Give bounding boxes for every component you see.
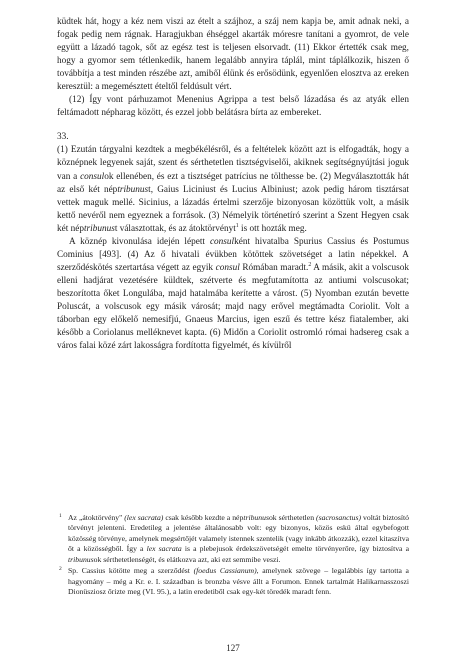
footnote-1: 1 Az „átoktörvény" (lex sacrata) csak később kezdte a néptribunusok sérthetetlen (sacrosanctus) voltát biztosító törvényt jelenteni. Eredetileg a jelentése általánosabb volt: egy bizonyos, közös eskü által egybefogott közösség törvénye, amelynek megsértőjét valamely istennek szentelik (vagy inkább átkozzák), ezzel kitaszítva őt a közösségből. Így a lex sacrata is a plebejusok érdekszövetségét emelte törvényerőre, így biztosítva a tribunusok sérthetetlenségét, és elátkozva azt, aki ezt semmibe veszi. — [59, 513, 409, 564]
section-gap — [57, 120, 409, 131]
footnotes — [57, 513, 409, 599]
footnote-marker: 2 — [59, 566, 62, 573]
main-text — [57, 16, 409, 353]
paragraph-continuation: küdtek hát, hogy a kéz nem viszi az ételt a szájhoz, a száj nem kapja be, amit adnak neki, a fogak pedig nem rágnak. Haragjukban éhséggel akarták móresre tanítani a gyomrot, de vele együtt a lázadó tagok, sőt az egész test is teljesen elsorvadt. (11) Ekkor értették csak meg, hogy a gyomor sem tétlenkedik, hanem legalább annyira táplál, mint táplálkozik, hiszen ő továbbítja a test minden részébe azt, amiből élünk és erősödünk, egyenlően elosztva az ereken keresztül: a megemésztett ételtől feldúsult vért. — [57, 17, 409, 93]
paragraph-menenius: (12) Így vont párhuzamot Menenius Agrippa a test belső lázadása és az atyák ellen feltámadott népharag között, és ezzel jobb belátásra bírta az embereket. — [57, 95, 409, 119]
footnote-ref-2[interactable]: 2 — [308, 261, 312, 268]
paragraph-tribunes: (1) Ezután tárgyalni kezdtek a megbékélésről, és a feltételek között azt is elfogadták, hogy a köznépnek legyenek saját, szent és sérthetetlen tisztségviselői, akiknek segítségnyújtási joguk van a consulok ellenében, és ezt a tisztséget patrícius ne tölthesse be. (2) Megválasztották hát az első két néptribunust, Gaius Liciniust és Lucius Albiniust; azok pedig három tisztársat vettek maguk mellé. Sicinius, a lázadás értelmi szerzője bizonyosan közöttük volt, a másik kettő nevéről nem egyeznek a források. (3) Némelyik történetíró szerint a Szent Hegyen csak két néptribunust választottak, és az átoktörvényt$^1$ is ott hozták meg. — [57, 145, 409, 234]
paragraph-consuls: A köznép kivonulása idején lépett consulként hivatalba Spurius Cassius és Postumus Cominius [493]. (4) Az ő hivatali évükben kötöttek szövetséget a latin népekkel. A szerződéskötés szertartása végett az egyik consul Rómában maradt.$^2$ A másik, akit a volscusok elleni hadjárat vezetésére küldtek, szétverte és megfutamította az antiumi volscusokat; beszorította őket Longulába, majd hatalmába kerítette a várost. (5) Nyomban ezután bevette Poluscát, a volscusok egy másik városát; majd nagy erővel megtámadta Coriolit. Volt a táborban egy előkelő nemesifjú, Gnaeus Marcius, igen eszű és tettre kész fiatalember, aki később a Coriolanus melléknevet kapta. (6) Midőn a Coriolit ostromló római hadsereg csak a város falai közé zárt lakosságra fordította figyelmét, és kívülről — [57, 236, 410, 352]
footnote-2: 2 Sp. Cassius kötötte meg a szerződést (foedus Cassianum), amelynek szövege – legalábbis így tartotta a hagyomány – még a Kr. e. I. században is bronzba vésve állt a Forumon. Ennek tartalmát Halikarnasszoszi Dionüsziosz őrizte meg (VI. 95.), a latin eredetiből csak egy-két töredék maradt fenn. — [59, 566, 409, 597]
page-number: 127 — [226, 643, 240, 653]
footnote-marker: 1 — [59, 513, 62, 519]
footnote-ref-1[interactable]: 1 — [235, 222, 239, 229]
section-number: 33. — [57, 132, 69, 143]
